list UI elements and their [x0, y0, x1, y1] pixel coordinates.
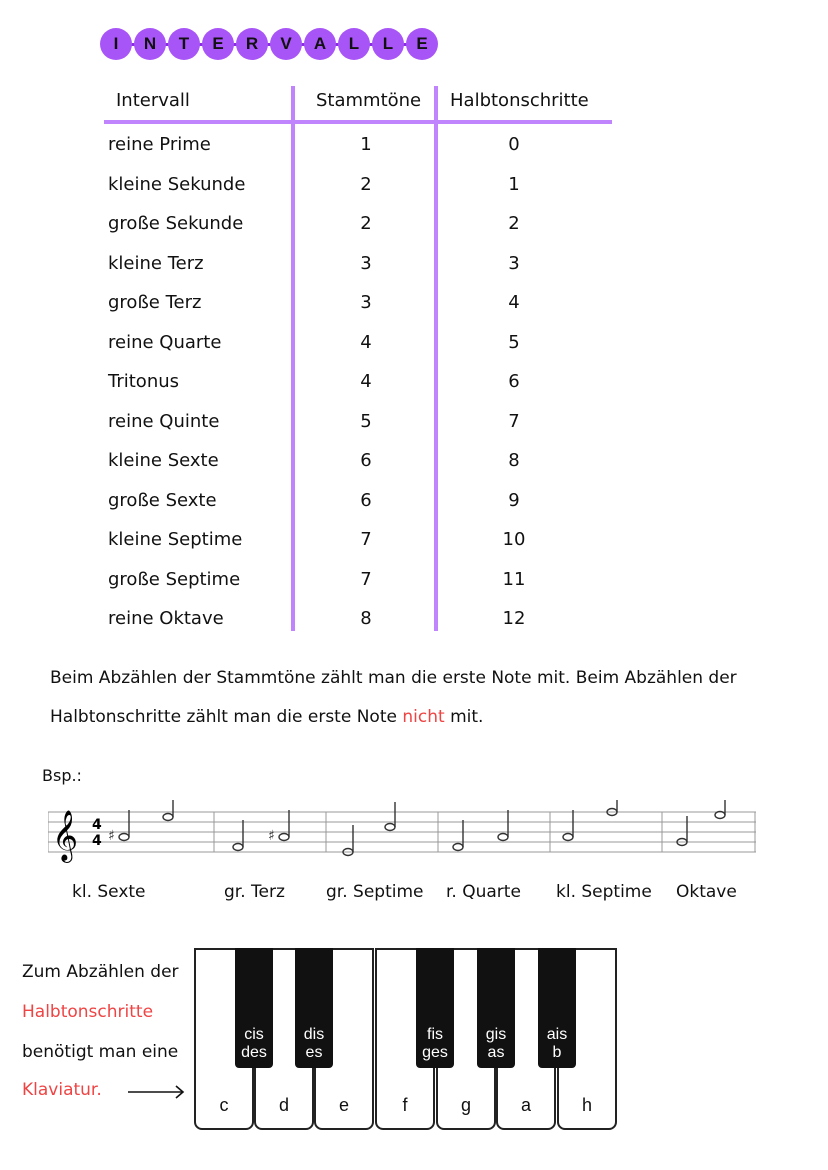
key-label-flat: as [487, 1044, 505, 1061]
table-row [100, 450, 612, 480]
halbtonschritte-value: 5 [508, 331, 520, 353]
black-key-dis[interactable] [295, 948, 333, 1068]
stammtoene-value: 8 [360, 608, 372, 629]
sharp-icon: ♯ [108, 828, 115, 844]
interval-name: kleine Terz [108, 252, 204, 274]
black-key-ais[interactable] [538, 948, 576, 1068]
note [279, 834, 289, 841]
music-staff [48, 800, 756, 864]
stammtoene-value: 1 [360, 134, 372, 155]
interval-example-label: gr. Septime [326, 882, 424, 902]
interval-name: Tritonus [108, 371, 180, 392]
key-label: c [219, 1095, 229, 1115]
explanation-text: mit. [444, 707, 484, 727]
stammtoene-value: 6 [360, 450, 372, 471]
note [563, 834, 573, 841]
interval-name: kleine Sexte [108, 450, 219, 471]
table-row [100, 213, 612, 243]
table-row [100, 529, 612, 559]
note [453, 844, 463, 851]
interval-name: große Sexte [108, 489, 217, 511]
note [715, 812, 725, 819]
interval-example-label: r. Quarte [446, 882, 521, 902]
title-letter: R [236, 28, 268, 60]
table-row [100, 332, 612, 362]
stammtoene-value: 5 [360, 410, 372, 432]
table-row [100, 371, 612, 401]
side-text-line-2: Halbtonschritte [22, 1002, 154, 1022]
black-key-gis[interactable] [477, 948, 515, 1068]
time-signature-bottom: 4 [92, 833, 102, 849]
key-label-sharp: gis [485, 1026, 507, 1043]
table-row [100, 253, 612, 283]
explanation-line-2 [50, 707, 483, 727]
note [119, 834, 129, 841]
title-letter: E [406, 28, 438, 60]
note [498, 834, 508, 841]
halbtonschritte-value: 9 [508, 489, 520, 511]
stammtoene-value: 3 [360, 252, 372, 274]
halbtonschritte-value: 4 [508, 292, 520, 313]
stammtoene-value: 3 [360, 292, 372, 313]
table-row [100, 608, 612, 638]
interval-name: große Septime [108, 568, 241, 590]
halbtonschritte-value: 2 [508, 213, 520, 234]
explanation-line-1: Beim Abzählen der Stammtöne zählt man die erste Note mit. Beim Abzählen der [50, 668, 737, 688]
key-label-flat: des [241, 1044, 267, 1061]
interval-example-label: gr. Terz [224, 882, 285, 902]
key-label: h [581, 1095, 592, 1115]
stammtoene-value: 4 [360, 331, 372, 353]
side-text-line-1: Zum Abzählen der [22, 962, 179, 982]
key-label: f [402, 1095, 408, 1115]
stammtoene-value: 2 [360, 173, 372, 195]
stammtoene-value: 6 [360, 489, 372, 511]
interval-example-label: kl. Sexte [72, 882, 146, 902]
key-label: a [520, 1095, 531, 1115]
title-letter: L [372, 28, 404, 60]
side-text-line-3: benötigt man eine [22, 1042, 179, 1062]
key-label-sharp: cis [244, 1026, 264, 1043]
key-label-sharp: ais [546, 1026, 568, 1043]
interval-name: reine Quarte [108, 331, 222, 353]
note [385, 824, 395, 831]
example-label: Bsp.: [42, 766, 82, 785]
column-header-interval: Intervall [116, 90, 190, 111]
title-letter: T [168, 28, 200, 60]
table-row [100, 174, 612, 204]
black-key-fis[interactable] [416, 948, 454, 1068]
notes [108, 800, 725, 858]
time-signature-top: 4 [92, 817, 102, 833]
interval-name: kleine Sekunde [108, 173, 246, 195]
interval-name: kleine Septime [108, 529, 243, 550]
staff-lines [48, 812, 756, 852]
column-header-stammtoene: Stammtöne [316, 90, 422, 111]
title-letter: I [100, 28, 132, 60]
title-letter: N [134, 28, 166, 60]
key-label-flat: b [552, 1044, 562, 1061]
table-row [100, 134, 612, 164]
halbtonschritte-value: 6 [508, 371, 520, 392]
key-label-flat: es [305, 1044, 323, 1061]
highlight-nicht: nicht [402, 707, 445, 727]
interval-table [100, 86, 612, 631]
table-row [100, 411, 612, 441]
black-key-cis[interactable] [235, 948, 273, 1068]
halbtonschritte-value: 3 [508, 252, 520, 274]
stammtoene-value: 7 [360, 529, 372, 550]
interval-example-label: kl. Septime [556, 882, 652, 902]
table-row [100, 490, 612, 520]
side-text-line-4: Klaviatur. [22, 1080, 102, 1100]
interval-name: große Sekunde [108, 213, 244, 234]
halbtonschritte-value: 7 [508, 410, 520, 432]
title-letter: E [202, 28, 234, 60]
note [163, 814, 173, 821]
title-letter: A [304, 28, 336, 60]
stammtoene-value: 2 [360, 213, 372, 234]
key-label-sharp: dis [303, 1026, 325, 1043]
key-label: g [460, 1095, 471, 1115]
halbtonschritte-value: 8 [508, 450, 520, 471]
arrow-icon [126, 1082, 188, 1102]
key-label-sharp: fis [427, 1026, 443, 1043]
key-label: d [278, 1095, 289, 1115]
table-row [100, 569, 612, 599]
treble-clef-icon: 𝄞 [52, 810, 79, 861]
sharp-icon: ♯ [268, 828, 275, 844]
note [233, 844, 243, 851]
interval-name: reine Oktave [108, 608, 224, 629]
column-header-halbtonschritte: Halbtonschritte [450, 90, 589, 111]
stammtoene-value: 4 [360, 371, 372, 392]
title-letter: L [338, 28, 370, 60]
stammtoene-value: 7 [360, 568, 372, 590]
interval-name: reine Prime [108, 134, 211, 155]
key-label: e [338, 1095, 349, 1115]
title-letter: V [270, 28, 302, 60]
table-row [100, 292, 612, 322]
halbtonschritte-value: 1 [508, 173, 520, 195]
piano-keyboard [194, 948, 618, 1132]
interval-example-label: Oktave [676, 882, 737, 902]
halbtonschritte-value: 11 [502, 568, 526, 590]
table-header-divider [104, 120, 612, 124]
halbtonschritte-value: 0 [508, 134, 520, 155]
interval-name: reine Quinte [108, 410, 220, 432]
halbtonschritte-value: 12 [502, 608, 526, 629]
explanation-text: Halbtonschritte zählt man die erste Note [50, 707, 403, 727]
interval-name: große Terz [108, 292, 202, 313]
halbtonschritte-value: 10 [502, 529, 526, 550]
title-intervalle [100, 26, 440, 62]
key-label-flat: ges [422, 1044, 448, 1061]
